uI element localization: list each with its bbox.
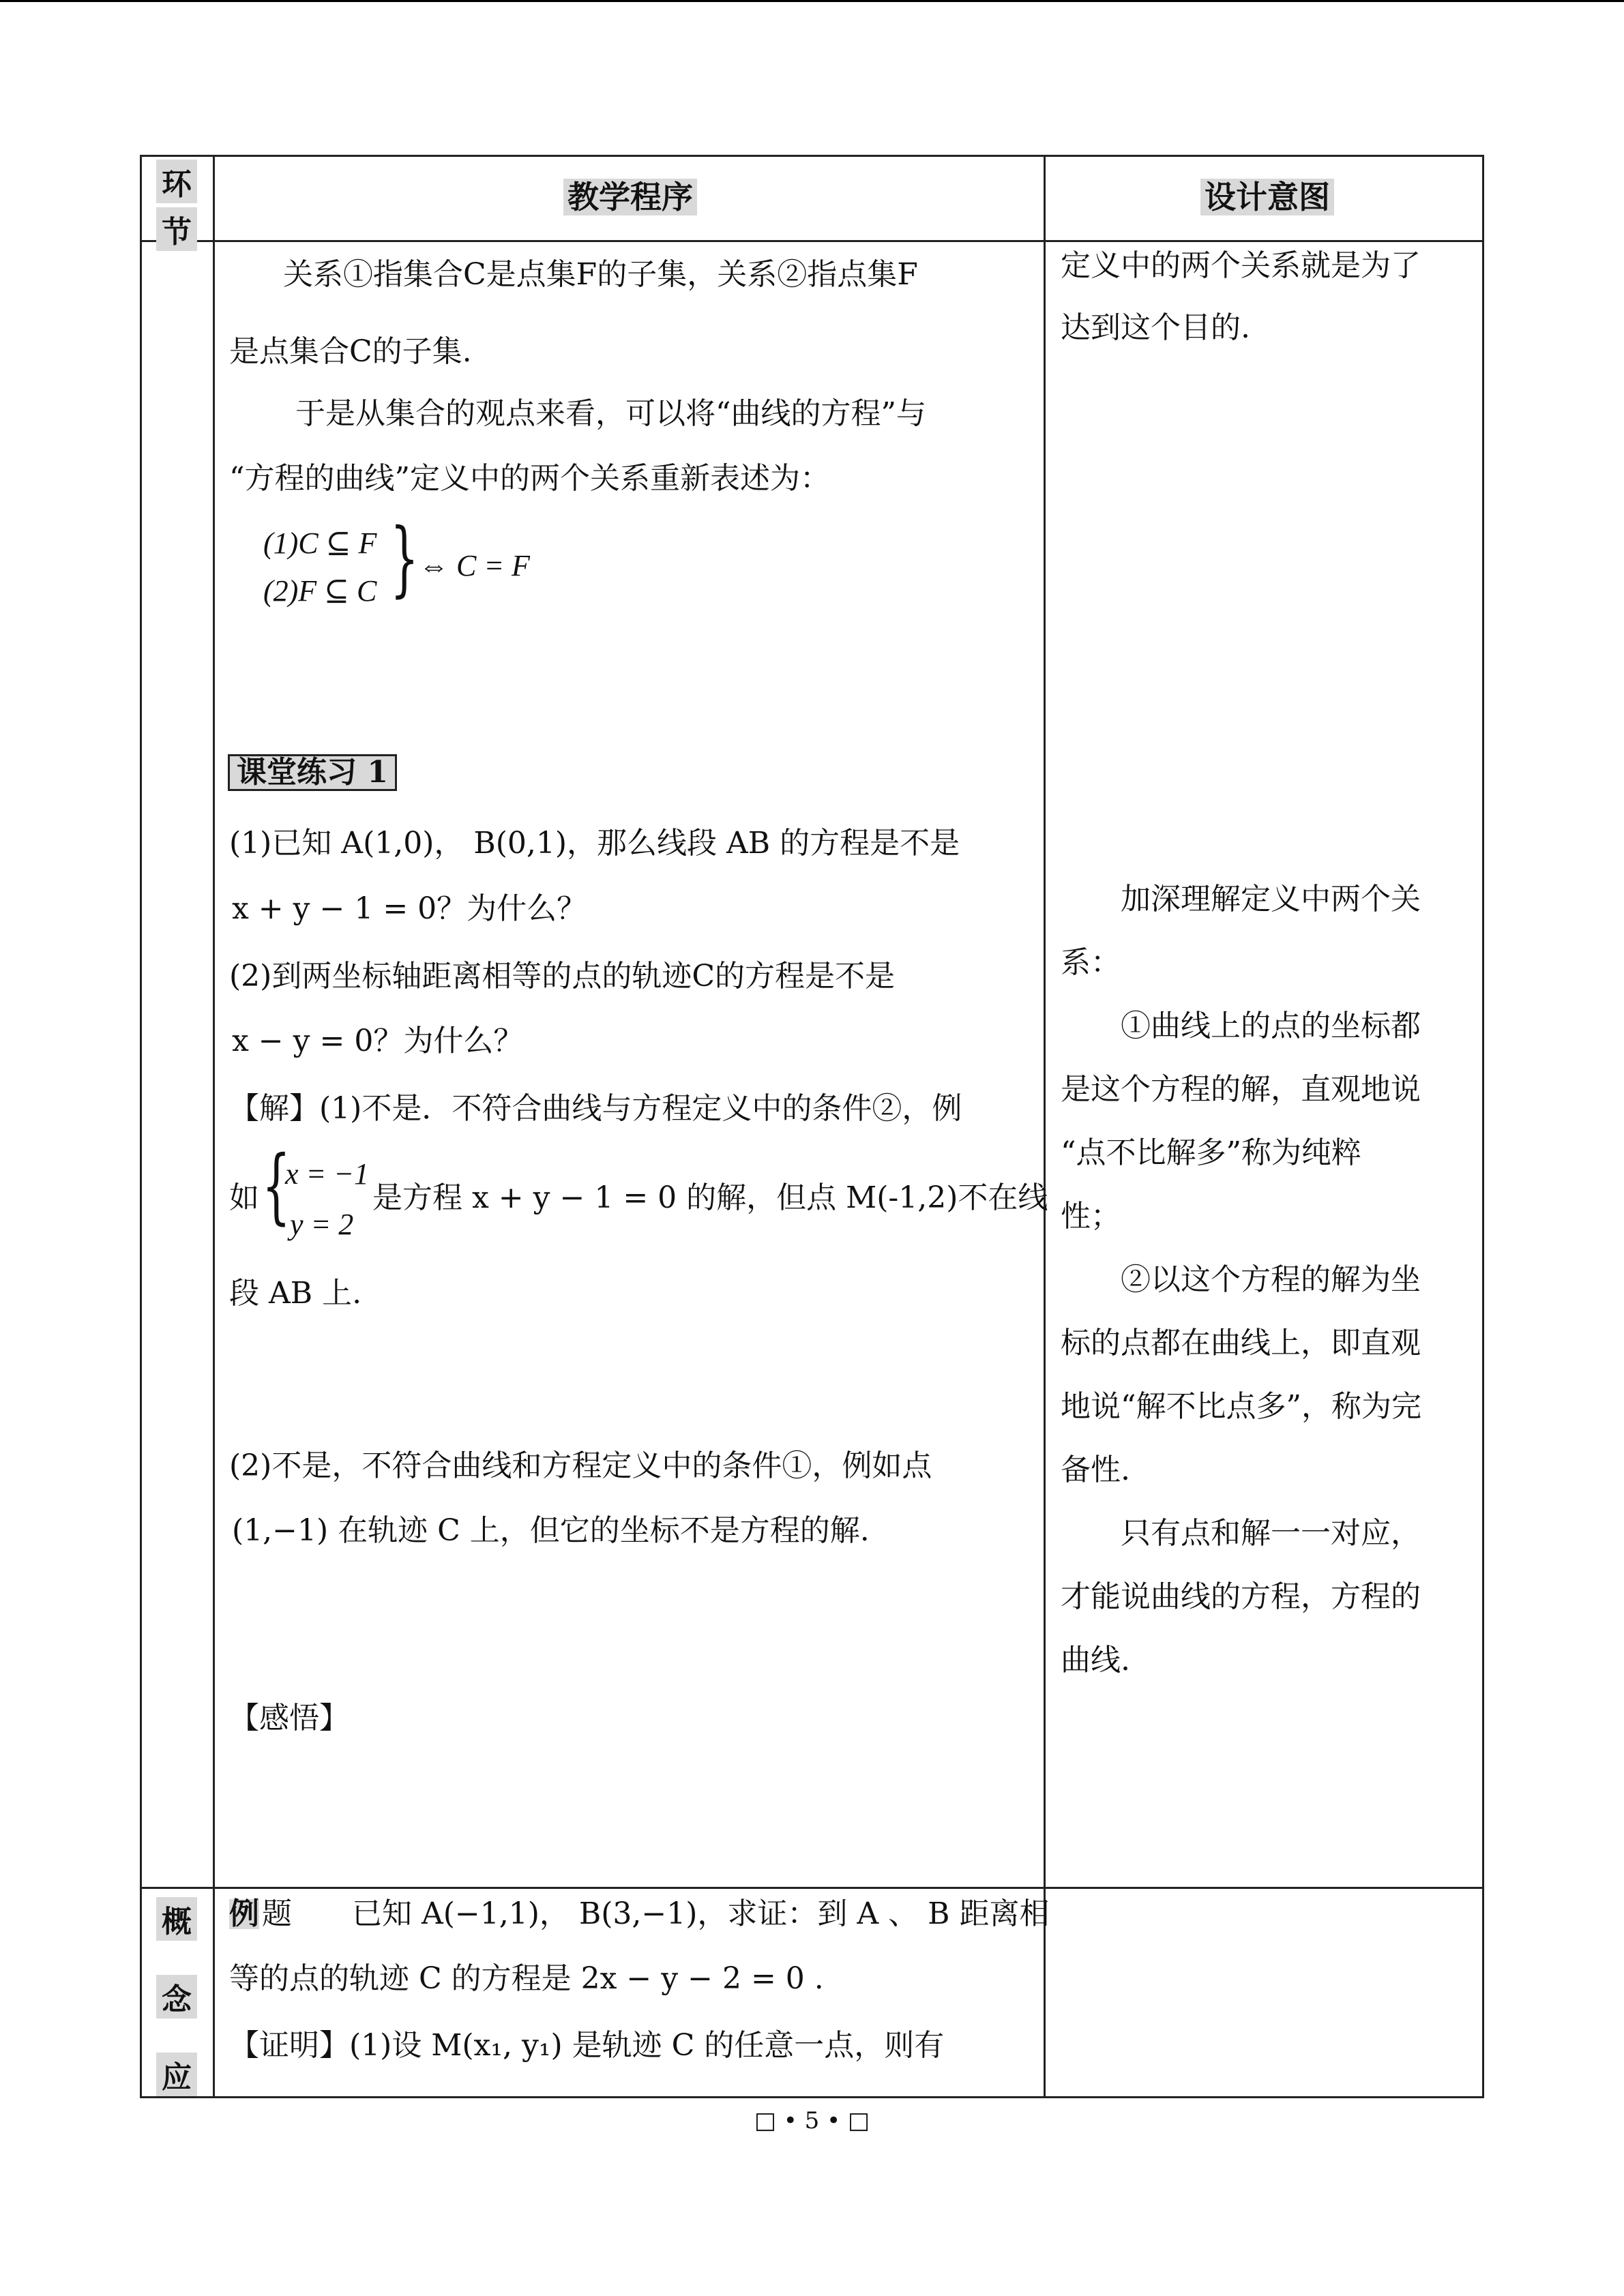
intent-line: ②以这个方程的解为坐 <box>1061 1262 1421 1297</box>
design-intent-header: 设计意图 <box>1200 179 1334 215</box>
section-header-char-2: 节 <box>156 207 197 251</box>
answer-ru: 如 <box>229 1180 259 1215</box>
proof-line: 【证明】(1)设 M(x₁, y₁) 是轨迹 C 的任意一点，则有 <box>229 2028 945 2063</box>
left-brace-icon: { <box>262 1139 291 1234</box>
intent-line: 备性. <box>1061 1452 1130 1487</box>
answer-line: 【解】(1)不是．不符合曲线与方程定义中的条件②，例 <box>229 1091 962 1126</box>
intent-line: 只有点和解一一对应， <box>1061 1516 1421 1551</box>
relation-1: (1)C ⊆ F <box>263 526 377 560</box>
system-eq-1: x = −1 <box>285 1157 369 1191</box>
example-label: 例 <box>229 1896 259 1931</box>
reflection-label: 【感悟】 <box>229 1701 349 1735</box>
paragraph-line: 是点集合C的子集. <box>229 334 472 369</box>
intent-line: 才能说曲线的方程，方程的 <box>1061 1579 1421 1614</box>
question-line: x − y = 0？为什么？ <box>232 1024 524 1058</box>
intent-line: 定义中的两个关系就是为了 <box>1061 248 1421 283</box>
intent-line: ①曲线上的点的坐标都 <box>1061 1009 1421 1043</box>
section-char-2: 念 <box>156 1975 197 2018</box>
intent-line: 曲线. <box>1061 1643 1130 1678</box>
intent-line: “点不比解多”称为纯粹 <box>1061 1135 1361 1170</box>
section-char-3: 应 <box>156 2053 197 2096</box>
page-footer: □ • 5 • □ <box>754 2107 870 2134</box>
section-char-1: 概 <box>156 1897 197 1941</box>
intent-line: 标的点都在曲线上，即直观 <box>1061 1326 1421 1360</box>
intent-line: 性； <box>1061 1199 1121 1234</box>
system-eq-2: y = 2 <box>290 1208 354 1241</box>
answer-line: 是方程 x + y − 1 = 0 的解，但点 M(-1,2)不在线 <box>372 1180 1048 1215</box>
example-line: 等的点的轨迹 C 的方程是 2x − y − 2 = 0 . <box>229 1961 824 1996</box>
paragraph-line: 关系①指集合C是点集F的子集，关系②指点集F <box>283 257 918 292</box>
paragraph-line: 于是从集合的观点来看，可以将“曲线的方程”与 <box>295 396 926 431</box>
right-brace-icon: } <box>390 511 419 606</box>
intent-line: 加深理解定义中两个关 <box>1061 882 1421 916</box>
intent-line: 是这个方程的解，直观地说 <box>1061 1072 1421 1107</box>
relation-result: ⇔ C = F <box>419 549 530 582</box>
section-concept-application <box>156 1897 197 2100</box>
question-line: x + y − 1 = 0？为什么？ <box>232 891 587 926</box>
exercise-label: 课堂练习 1 <box>228 754 397 791</box>
question-line: (1)已知 A(1,0)， B(0,1)，那么线段 AB 的方程是不是 <box>229 826 960 861</box>
question-line: (2)到两坐标轴距离相等的点的轨迹C的方程是不是 <box>229 959 895 994</box>
relation-2: (2)F ⊆ C <box>263 574 377 608</box>
intent-line: 地说“解不比点多”，称为完 <box>1061 1389 1421 1424</box>
answer-line: (1,−1) 在轨迹 C 上，但它的坐标不是方程的解. <box>232 1513 870 1548</box>
section-header-column <box>156 160 197 255</box>
intent-line: 系： <box>1061 945 1121 980</box>
teaching-procedure-header: 教学程序 <box>563 179 697 215</box>
paragraph-line: “方程的曲线”定义中的两个关系重新表述为： <box>229 461 830 496</box>
answer-line: (2)不是，不符合曲线和方程定义中的条件①，例如点 <box>229 1448 932 1483</box>
intent-line: 达到这个目的. <box>1061 310 1250 345</box>
example-line: 题 已知 A(−1,1)， B(3,−1)，求证：到 A 、 B 距离相 <box>262 1896 1050 1931</box>
answer-line: 段 AB 上. <box>229 1276 362 1311</box>
section-header-char-1: 环 <box>156 160 197 203</box>
